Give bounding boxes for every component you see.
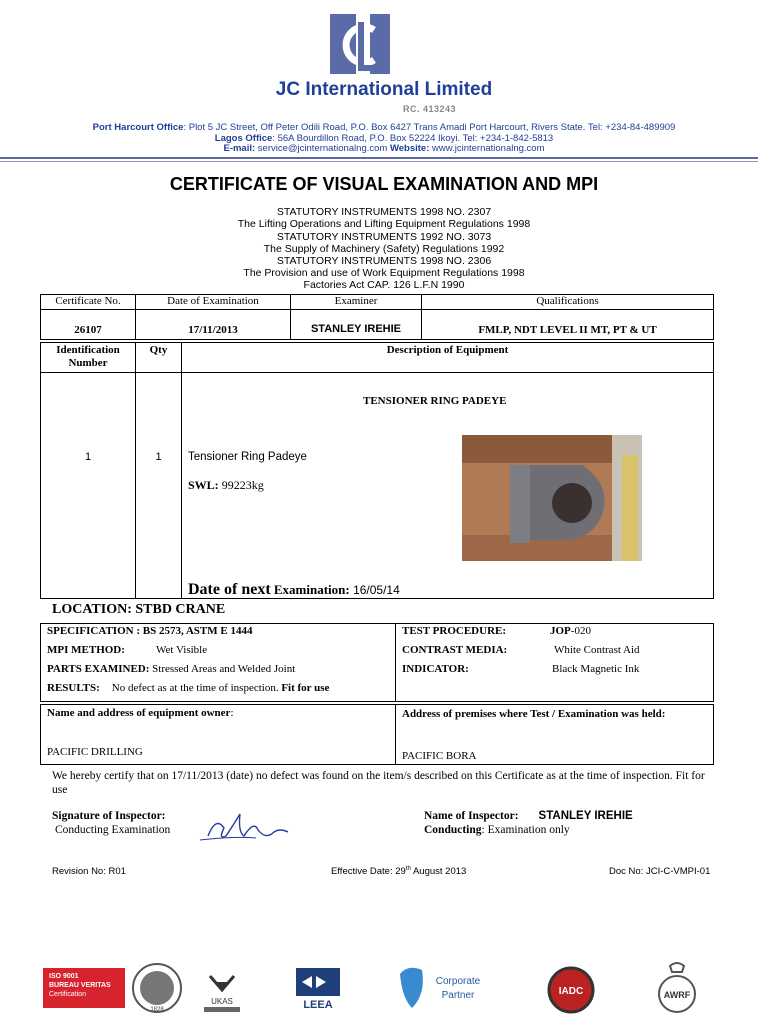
rc-number: RC. 413243 [403, 104, 457, 114]
leea-logo [296, 968, 340, 1012]
test-details-table [40, 623, 714, 702]
test-left-cell [41, 624, 396, 702]
svg-text:IADC: IADC [558, 986, 584, 997]
revision-number: Revision No: R01 [52, 866, 126, 877]
svg-text:AWRF: AWRF [663, 990, 691, 1000]
next-examination-line: Date of next Examination: 16/05/14 [188, 581, 400, 598]
certificate-number: 26107 [41, 310, 136, 340]
equipment-heading: TENSIONER RING PADEYE [363, 395, 507, 407]
premises-label: Address of premises where Test / Examination was held: [402, 708, 666, 720]
svg-text:1828: 1828 [150, 1007, 164, 1013]
premises-value: PACIFIC BORA [402, 750, 477, 762]
swl-line: SWL: 99223kg [188, 478, 264, 492]
lagos-address: Lagos Office: 56A Bourdillon Road, P.O. Box 52224 Ikoyi. Tel: +234-1-842-5813 [214, 133, 554, 144]
equipment-photo [462, 435, 642, 561]
svg-text:LEEA: LEEA [303, 999, 333, 1011]
header-qualifications: Qualifications [422, 295, 714, 310]
location: LOCATION: STBD CRANE [52, 602, 226, 617]
test-procedure-value: JOP-020 [550, 625, 591, 637]
owner-table [40, 704, 714, 765]
company-name: JC International Limited [275, 79, 493, 100]
awrf-logo [652, 960, 702, 1016]
corporate-partner-logo [398, 964, 494, 1012]
qualifications-value: FMLP, NDT LEVEL II MT, PT & UT [422, 310, 714, 340]
document-number: Doc No: JCI-C-VMPI-01 [609, 866, 711, 877]
svg-text:Corporate: Corporate [435, 976, 481, 987]
contrast-media-label: CONTRAST MEDIA: [402, 644, 508, 656]
statute-line: The Provision and use of Work Equipment Regulations 1998 [243, 267, 525, 279]
equipment-description [182, 373, 714, 599]
company-logo [328, 12, 392, 76]
header-rule [0, 157, 758, 159]
equipment-name: Tensioner Ring Padeye [188, 451, 307, 463]
statute-line: STATUTORY INSTRUMENTS 1998 NO. 2306 [276, 255, 492, 267]
parts-examined: PARTS EXAMINED: Stressed Areas and Welded Joint [47, 663, 296, 675]
svg-text:UKAS: UKAS [211, 997, 233, 1006]
premises-cell [396, 705, 714, 765]
owner-cell [41, 705, 396, 765]
mpi-method-label: MPI METHOD: [47, 644, 125, 656]
test-procedure-label: TEST PROCEDURE: [402, 625, 507, 637]
effective-date: Effective Date: 29th August 2013 [331, 866, 467, 878]
owner-value: PACIFIC DRILLING [47, 746, 143, 758]
header-certificate-no: Certificate No. [41, 295, 136, 310]
certification-statement: We hereby certify that on 17/11/2013 (date) no defect was found on the item/s described on this Certificate as at the time of inspection. Fit for use [52, 770, 705, 796]
examination-date: 17/11/2013 [136, 310, 291, 340]
statute-line: The Supply of Machinery (Safety) Regulations 1992 [263, 243, 505, 255]
mpi-method-value: Wet Visible [156, 644, 208, 656]
certificate-info-table [40, 294, 714, 340]
header-description: Description of Equipment [182, 343, 714, 373]
port-harcourt-address: Port Harcourt Office: Plot 5 JC Street, Off Peter Odili Road, P.O. Box 6427 Trans Amadi Port Harcourt, Rivers State. Tel: +234-84-489909 [92, 122, 676, 133]
statute-line: Factories Act CAP. 126 L.F.N 1990 [303, 279, 465, 291]
certificate-title: CERTIFICATE OF VISUAL EXAMINATION AND MPI [169, 174, 599, 194]
indicator-value: Black Magnetic Ink [552, 663, 640, 675]
equipment-qty: 1 [136, 373, 182, 599]
inspector-signature [196, 806, 300, 846]
statute-line: STATUTORY INSTRUMENTS 1998 NO. 2307 [276, 206, 492, 218]
bureau-veritas-seal [126, 962, 188, 1014]
contact-line: E-mail: service@jcinternationalng.com Website: www.jcinternationalng.com [223, 143, 545, 154]
header-rule-thin [0, 161, 758, 162]
indicator-label: INDICATOR: [402, 663, 469, 675]
signature-label: Signature of Inspector: [52, 810, 166, 822]
header-date: Date of Examination [136, 295, 291, 310]
iadc-logo [544, 966, 598, 1014]
header-examiner: Examiner [291, 295, 422, 310]
ukas-logo [200, 972, 244, 1014]
signature-subtitle: Conducting Examination [55, 824, 171, 836]
header-qty: Qty [136, 343, 182, 373]
equipment-id: 1 [41, 373, 136, 599]
conducting-line: Conducting: Examination only [424, 824, 570, 836]
header-identification-number: Identification Number [41, 343, 136, 373]
iso-9001-logo: ISO 9001 BUREAU VERITAS Certification [43, 968, 125, 1008]
equipment-table [40, 342, 714, 599]
owner-label: Name and address of equipment owner: [47, 707, 234, 719]
contrast-media-value: White Contrast Aid [554, 644, 640, 656]
results: RESULTS: No defect as at the time of inspection. Fit for use [47, 682, 330, 694]
specification: SPECIFICATION : BS 2573, ASTM E 1444 [47, 625, 253, 637]
statute-line: STATUTORY INSTRUMENTS 1992 NO. 3073 [276, 231, 492, 243]
svg-text:Partner: Partner [441, 990, 475, 1001]
statute-line: The Lifting Operations and Lifting Equipment Regulations 1998 [237, 218, 531, 230]
examiner-name: STANLEY IREHIE [291, 310, 422, 340]
test-right-cell [396, 624, 714, 702]
inspector-name-line: Name of Inspector: STANLEY IREHIE [424, 810, 633, 822]
